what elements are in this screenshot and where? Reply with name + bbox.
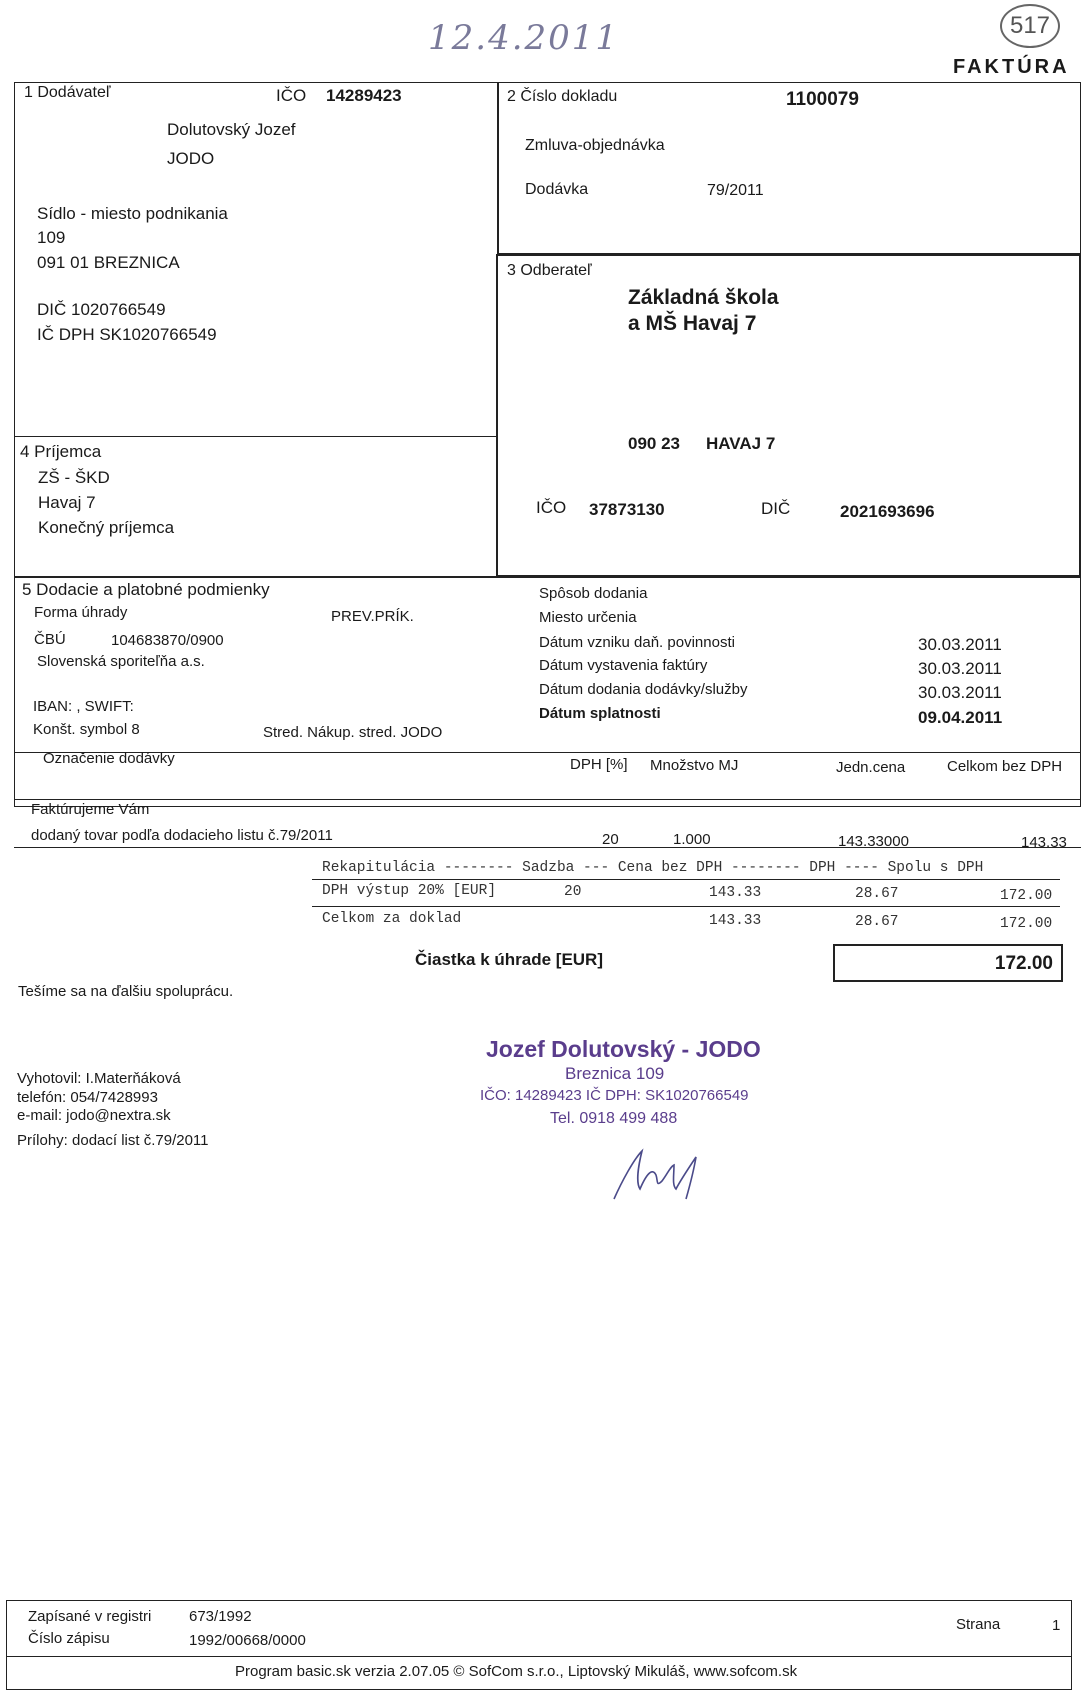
amount-due-box bbox=[833, 944, 1063, 982]
entry-value: 1992/00668/0000 bbox=[189, 1632, 306, 1649]
supplier-name: Dolutovský Jozef bbox=[167, 120, 296, 139]
terms-label: 5 Dodacie a platobné podmienky bbox=[22, 580, 270, 599]
supplier-ic-dph: IČ DPH SK1020766549 bbox=[37, 325, 217, 344]
registered-label: Zapísané v registri bbox=[28, 1608, 152, 1625]
bank-name: Slovenská sporiteľňa a.s. bbox=[37, 653, 205, 670]
recap-header: Rekapitulácia -------- Sadzba --- Cena bez DPH -------- DPH ---- Spolu s DPH bbox=[322, 860, 984, 876]
page-value: 1 bbox=[1052, 1617, 1061, 1634]
delivery-value: 79/2011 bbox=[707, 182, 764, 199]
amount-due-label: Čiastka k úhrade [EUR] bbox=[415, 950, 603, 969]
contract-label: Zmluva-objednávka bbox=[525, 137, 665, 154]
items-header-designation: Označenie dodávky bbox=[43, 750, 175, 767]
email: e-mail: jodo@nextra.sk bbox=[17, 1107, 171, 1124]
tax-date-label: Dátum vzniku daň. povinnosti bbox=[539, 634, 735, 651]
registered-value: 673/1992 bbox=[189, 1608, 252, 1625]
recap-sum-label: Celkom za doklad bbox=[322, 911, 462, 927]
item-description: dodaný tovar podľa dodacieho listu č.79/2011 bbox=[31, 827, 333, 844]
recap-row-total: 172.00 bbox=[1000, 888, 1053, 904]
recipient-label: 4 Príjemca bbox=[20, 442, 102, 461]
supplier-company: JODO bbox=[167, 149, 215, 168]
stamp-line3: IČO: 14289423 IČ DPH: SK1020766549 bbox=[480, 1087, 749, 1104]
recap-sum-divider bbox=[312, 906, 1060, 907]
customer-ico: 37873130 bbox=[589, 500, 665, 519]
delivery-date-label: Dátum dodania dodávky/služby bbox=[539, 681, 748, 698]
supplier-dic: DIČ 1020766549 bbox=[37, 300, 166, 319]
items-header-qty: Množstvo MJ bbox=[650, 757, 739, 774]
recap-row-vat: 28.67 bbox=[855, 886, 899, 902]
invoice-title: FAKTÚRA bbox=[953, 56, 1070, 78]
customer-label: 3 Odberateľ bbox=[507, 262, 592, 279]
item-vat: 20 bbox=[602, 831, 619, 848]
recipient-line1: ZŠ - ŠKD bbox=[38, 468, 110, 487]
divider bbox=[14, 847, 1081, 848]
page-label: Strana bbox=[956, 1616, 1001, 1633]
circled-number: 517 bbox=[1000, 4, 1060, 48]
recap-row-label: DPH výstup 20% [EUR] bbox=[322, 883, 497, 899]
delivery-date: 30.03.2011 bbox=[918, 683, 1002, 702]
amount-due-value: 172.00 bbox=[994, 953, 1053, 974]
item-qty: 1.000 bbox=[673, 831, 711, 848]
customer-name-line2: a MŠ Havaj 7 bbox=[628, 312, 757, 335]
tax-date: 30.03.2011 bbox=[918, 635, 1002, 654]
supplier-ico: 14289423 bbox=[326, 86, 402, 105]
recap-sum-vat: 28.67 bbox=[855, 914, 899, 930]
item-total: 143.33 bbox=[1021, 834, 1067, 851]
signature-mark bbox=[608, 1145, 708, 1203]
supplier-street: 109 bbox=[37, 228, 66, 247]
document-number: 1100079 bbox=[786, 89, 859, 110]
payment-form: PREV.PRÍK. bbox=[331, 608, 414, 625]
items-intro: Faktúrujeme Vám bbox=[31, 801, 150, 818]
divider bbox=[14, 799, 1081, 800]
iban-swift: IBAN: , SWIFT: bbox=[33, 698, 134, 715]
thanks-note: Tešíme sa na ďalšiu spoluprácu. bbox=[18, 983, 234, 1000]
stamp-line1: Jozef Dolutovský - JODO bbox=[486, 1036, 761, 1062]
recipient-line2: Havaj 7 bbox=[38, 493, 96, 512]
item-unit-price: 143.33000 bbox=[838, 833, 909, 850]
document-label: 2 Číslo dokladu bbox=[507, 88, 618, 105]
items-header-vat: DPH [%] bbox=[570, 756, 628, 773]
recap-sum-base: 143.33 bbox=[709, 913, 762, 929]
customer-city: HAVAJ 7 bbox=[706, 434, 776, 453]
recap-divider bbox=[312, 879, 1060, 880]
cbu-label: ČBÚ bbox=[34, 631, 66, 648]
supplier-seat-label: Sídlo - miesto podnikania bbox=[37, 204, 228, 223]
register-divider bbox=[6, 1656, 1072, 1657]
customer-name-line1: Základná škola bbox=[628, 286, 779, 309]
due-date-label: Dátum splatnosti bbox=[539, 705, 661, 722]
customer-zip: 090 23 bbox=[628, 434, 680, 453]
delivery-label: Dodávka bbox=[525, 181, 589, 198]
supplier-city: 091 01 BREZNICA bbox=[37, 253, 180, 272]
cbu-value: 104683870/0900 bbox=[111, 632, 224, 649]
attachments: Prílohy: dodací list č.79/2011 bbox=[17, 1132, 209, 1149]
issue-date: 30.03.2011 bbox=[918, 659, 1002, 678]
customer-dic: 2021693696 bbox=[840, 502, 935, 521]
stamp-line2: Breznica 109 bbox=[565, 1064, 665, 1083]
cost-center: Stred. Nákup. stred. JODO bbox=[263, 724, 443, 741]
konst-symbol: Konšt. symbol 8 bbox=[33, 721, 140, 738]
customer-frame bbox=[496, 254, 1081, 577]
prepared-by: Vyhotovil: I.Materňáková bbox=[17, 1070, 181, 1087]
destination-label: Miesto určenia bbox=[539, 609, 637, 626]
due-date: 09.04.2011 bbox=[918, 708, 1003, 727]
payment-form-label: Forma úhrady bbox=[34, 604, 128, 621]
issue-date-label: Dátum vystavenia faktúry bbox=[539, 657, 708, 674]
items-header-total: Celkom bez DPH bbox=[947, 758, 1063, 775]
phone: telefón: 054/7428993 bbox=[17, 1089, 158, 1106]
recap-sum-total: 172.00 bbox=[1000, 916, 1053, 932]
entry-label: Číslo zápisu bbox=[28, 1630, 110, 1647]
customer-dic-label: DIČ bbox=[761, 499, 791, 518]
stamp-line4: Tel. 0918 499 488 bbox=[550, 1110, 678, 1127]
recipient-line3: Konečný príjemca bbox=[38, 518, 175, 537]
supplier-ico-label: IČO bbox=[276, 86, 307, 105]
supplier-label: 1 Dodávateľ bbox=[24, 84, 111, 101]
customer-ico-label: IČO bbox=[536, 498, 567, 517]
handwritten-date: 12.4.2011 bbox=[428, 18, 620, 58]
recap-row-base: 143.33 bbox=[709, 885, 762, 901]
program-info: Program basic.sk verzia 2.07.05 © SofCom s.r.o., Liptovský Mikuláš, www.sofcom.sk bbox=[235, 1663, 798, 1680]
delivery-method-label: Spôsob dodania bbox=[539, 585, 648, 602]
recap-row-rate: 20 bbox=[564, 884, 582, 900]
items-header-unit-price: Jedn.cena bbox=[836, 759, 906, 776]
divider bbox=[14, 436, 498, 437]
